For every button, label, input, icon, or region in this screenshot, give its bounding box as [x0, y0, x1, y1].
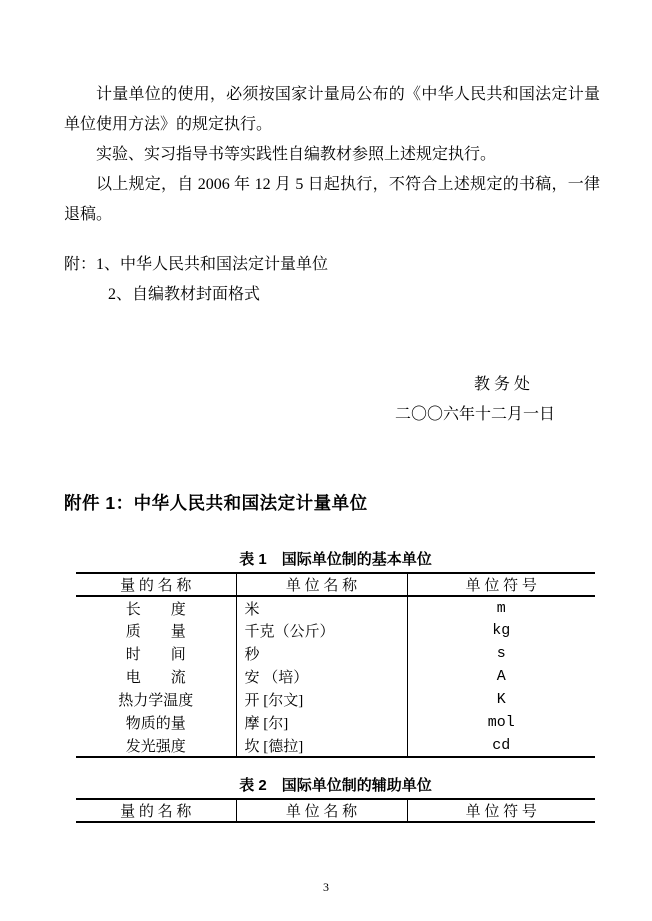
- appendix-heading: 附件 1：中华人民共和国法定计量单位: [64, 493, 368, 513]
- page-number: 3: [323, 880, 329, 894]
- attachment-note: [64, 250, 600, 310]
- quantity-name-cell: 电 流: [125, 670, 186, 686]
- unit-symbol-cell: m: [407, 596, 595, 619]
- unit-symbol-cell: cd: [407, 734, 595, 757]
- unit-name-cell: 秒: [236, 642, 407, 665]
- column-header-unit-symbol: 单 位 符 号: [407, 573, 595, 596]
- quantity-name-cell: 发光强度: [125, 738, 186, 755]
- unit-name-cell: 坎 [德拉]: [236, 734, 407, 757]
- table2-caption: 表 2 国际单位制的辅助单位: [239, 777, 432, 794]
- signature-block: [64, 370, 600, 430]
- table-row: [76, 688, 595, 711]
- unit-symbol-cell: mol: [407, 711, 595, 734]
- unit-name-cell: 米: [236, 596, 407, 619]
- table-header-row: [76, 799, 595, 822]
- unit-name-cell: 千克（公斤）: [236, 619, 407, 642]
- attachment-item-2: 2、自编教材封面格式: [108, 286, 261, 303]
- column-header-unit-name: 单 位 名 称: [236, 573, 407, 596]
- unit-name-cell: 开 [尔文]: [236, 688, 407, 711]
- table-row: [76, 734, 595, 757]
- signature-date: 二〇〇六年十二月一日: [394, 406, 555, 423]
- quantity-name-cell: 质 量: [125, 624, 186, 640]
- paragraph-usage-rule: 计量单位的使用，必须按国家计量局公布的《中华人民共和国法定计量单位使用方法》的规定执行。: [64, 86, 600, 133]
- table-row: [76, 642, 595, 665]
- si-supplementary-units-table: [76, 798, 595, 823]
- column-header-quantity: 量 的 名 称: [76, 799, 236, 822]
- column-header-quantity: 量 的 名 称: [76, 573, 236, 596]
- unit-symbol-cell: K: [407, 688, 595, 711]
- table1-caption: 表 1 国际单位制的基本单位: [239, 551, 432, 568]
- quantity-name-cell: 时 间: [125, 647, 186, 663]
- column-header-unit-name: 单 位 名 称: [236, 799, 407, 822]
- unit-symbol-cell: kg: [407, 619, 595, 642]
- signature-department: 教 务 处: [473, 376, 530, 393]
- unit-symbol-cell: s: [407, 642, 595, 665]
- attachment-item-1: 附：1、中华人民共和国法定计量单位: [64, 256, 329, 273]
- column-header-unit-symbol: 单 位 符 号: [407, 799, 595, 822]
- quantity-name-cell: 物质的量: [125, 716, 186, 732]
- paragraph-effective-date: 以上规定，自 2006 年 12 月 5 日起执行，不符合上述规定的书稿，一律退稿。: [64, 176, 600, 223]
- table-row: [76, 619, 595, 642]
- table-row: [76, 665, 595, 688]
- table-row: [76, 711, 595, 734]
- unit-name-cell: 安 （培）: [236, 665, 407, 688]
- quantity-name-cell: 长 度: [125, 601, 186, 618]
- table-header-row: [76, 573, 595, 596]
- si-base-units-table: [76, 572, 595, 758]
- unit-symbol-cell: A: [407, 665, 595, 688]
- paragraph-practice-materials: 实验、实习指导书等实践性自编教材参照上述规定执行。: [96, 146, 497, 163]
- unit-name-cell: 摩 [尔]: [236, 711, 407, 734]
- table-row: [76, 596, 595, 619]
- quantity-name-cell: 热力学温度: [118, 693, 194, 709]
